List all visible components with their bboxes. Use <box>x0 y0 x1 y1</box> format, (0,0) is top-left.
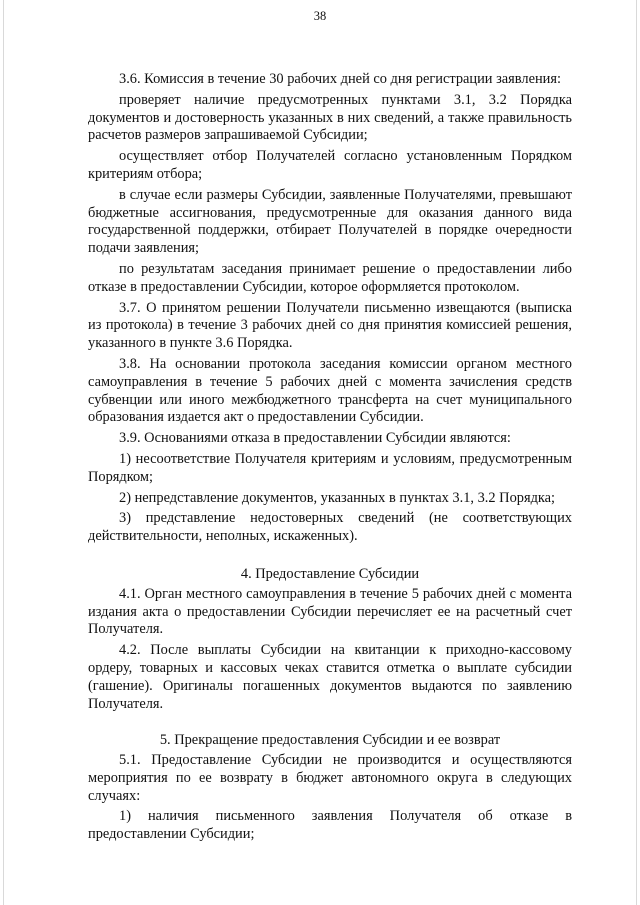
section-4-heading: 4. Предоставление Субсидии <box>240 565 420 582</box>
paragraph-3-9-item-2: 2) непредставление документов, указанных в пунктах 3.1, 3.2 Порядка; <box>119 489 556 506</box>
page-number: 38 <box>313 9 327 23</box>
section-5-heading: 5. Прекращение предоставления Субсидии и ее возврат <box>159 732 501 749</box>
paragraph-3-8: 3.8. На основании протокола заседания комиссии органом местного самоуправления в течение 5 рабочих дней с момента зачисления средств субвенции или иного межбюджетного трансферта на счет муниципального образования издается акт о предоставлении Субсидии. <box>88 355 572 426</box>
paragraph-3-6-check-documents: проверяет наличие предусмотренных пунктами 3.1, 3.2 Порядка документов и достоверность указанных в них сведений, а также правильность расчетов размеров запрашиваемой Субсидии; <box>88 91 572 144</box>
paragraph-5-1-item-1: 1) наличия письменного заявления Получателя об отказе в предоставлении Субсидии; <box>88 808 572 843</box>
paragraph-3-7: 3.7. О принятом решении Получатели письменно извещаются (выписка из протокола) в течение 3 рабочих дней со дня принятия комиссией решения, указанного в пункте 3.6 Порядка. <box>88 299 572 352</box>
paragraph-4-1: 4.1. Орган местного самоуправления в течение 5 рабочих дней с момента издания акта о предоставлении Субсидии перечисляет ее на расчетный счет Получателя. <box>88 585 572 638</box>
paragraph-3-9-item-3: 3) представление недостоверных сведений (не соответствующих действительности, неполных, искаженных). <box>88 510 572 545</box>
page-right-edge <box>636 0 637 905</box>
paragraph-3-6-select-recipients: осуществляет отбор Получателей согласно установленным Порядком критериям отбора; <box>88 148 572 182</box>
paragraph-4-2: 4.2. После выплаты Субсидии на квитанции к приходно-кассовому ордеру, товарных и кассовых чеках ставится отметка о выплате субсидии (гашение). Оригиналы погашенных документов выдаются по заявлению Получателя. <box>88 642 572 712</box>
paragraph-5-1: 5.1. Предоставление Субсидии не производится и осуществляются мероприятия по ее возврату в бюджет автономного округа в следующих случаях: <box>88 752 572 804</box>
paragraph-3-9-item-1: 1) несоответствие Получателя критериям и условиям, предусмотренным Порядком; <box>88 450 572 485</box>
paragraph-3-6: 3.6. Комиссия в течение 30 рабочих дней со дня регистрации заявления: <box>119 71 561 87</box>
document-body <box>88 71 572 844</box>
paragraph-3-6-decision: по результатам заседания принимает решение о предоставлении либо отказе в предоставлении Субсидии, которое оформляется протоколом. <box>88 260 572 295</box>
page-left-edge <box>3 0 4 905</box>
paragraph-3-9: 3.9. Основаниями отказа в предоставлении Субсидии являются: <box>119 430 511 447</box>
paragraph-3-6-budget-exceeded: в случае если размеры Субсидии, заявленные Получателями, превышают бюджетные ассигнования, предусмотренные для оказания данного вида государственной поддержки, отбирает Получателей в порядке очередности подачи заявления; <box>88 186 572 257</box>
